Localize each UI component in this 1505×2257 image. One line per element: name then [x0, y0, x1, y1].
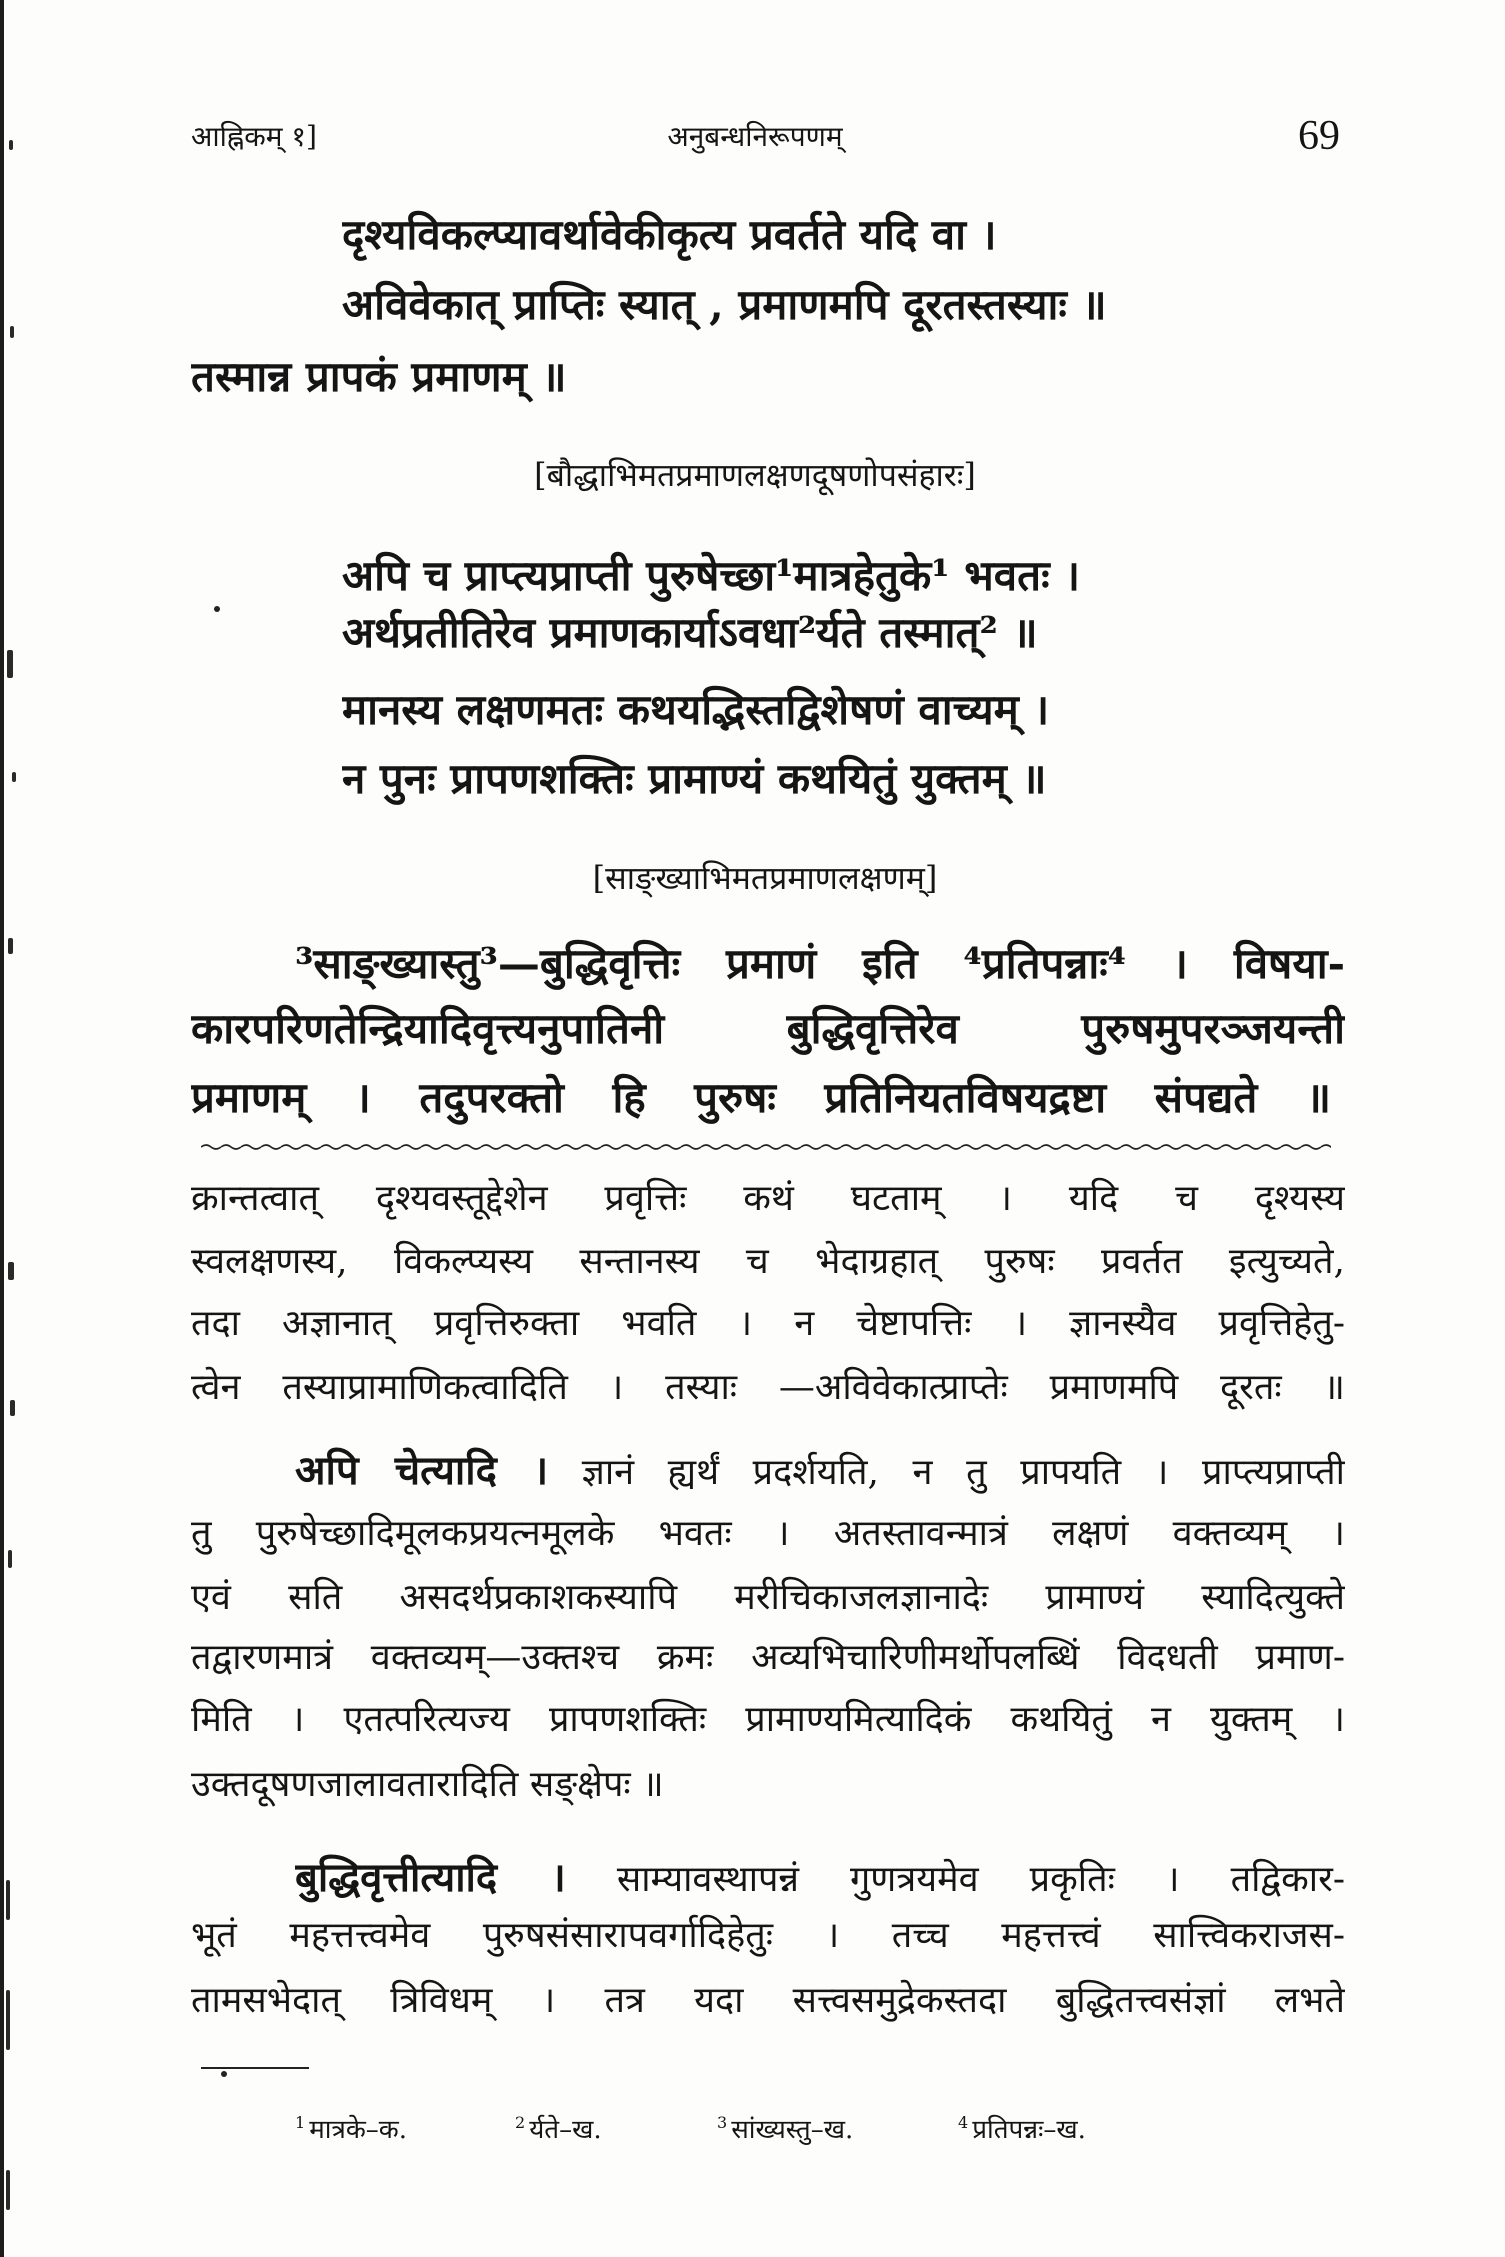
scan-dot [214, 606, 220, 612]
scan-mark [10, 1400, 15, 1416]
commentary-line: स्वलक्षणस्य, विकल्प्यस्य सन्तानस्य च भेदाग्रहात् पुरुषः प्रवर्तत इत्युच्यते, [191, 1241, 1345, 1282]
footnote [958, 2101, 1218, 2145]
scan-mark [8, 938, 13, 954]
commentary-line: उक्तदूषणजालावतारादिति सङ्क्षेपः ॥ [191, 1764, 664, 1805]
footnote [515, 2101, 705, 2145]
commentary-lemma: अपि चेत्यादि । [295, 1447, 549, 1494]
commentary-line: तद्वारणमात्रं वक्तव्यम्—उक्तश्च क्रमः अव्यभिचारिणीमर्थोपलब्धिं विदधती प्रमाण- [191, 1637, 1345, 1678]
commentary-line: तु पुरुषेच्छादिमूलकप्रयत्नमूलके भवतः । अतस्तावन्मात्रं लक्षणं वक्तव्यम् । [191, 1513, 1345, 1554]
text-line: कारपरिणतेन्द्रियादिवृत्त्यनुपातिनी बुद्धिवृत्तिरेव पुरुषमुपरञ्जयन्ती [191, 1004, 1345, 1053]
footnote-rule [201, 2067, 309, 2069]
footnote-text: मात्रके–क. [309, 2115, 408, 2145]
running-title: अनुबन्धनिरूपणम् [667, 120, 843, 153]
scan-mark [10, 326, 14, 338]
footnote-marker: 4 [958, 2113, 969, 2132]
verse-line: न पुनः प्रापणशक्तिः प्रामाण्यं कथयितुं युक्तम् ॥ [342, 754, 1047, 803]
commentary-line: तामसभेदात् त्रिविधम् । तत्र यदा सत्त्वसमुद्रेकस्तदा बुद्धितत्त्वसंज्ञां लभते [191, 1980, 1345, 2021]
scan-mark [9, 140, 13, 150]
section-heading: [बौद्धाभिमतप्रमाणलक्षणदूषणोपसंहारः] [534, 456, 976, 494]
section-heading: [साङ्ख्याभिमतप्रमाणलक्षणम्] [592, 859, 938, 897]
verse-line: दृश्यविकल्प्यावर्थावेकीकृत्य प्रवर्तते यदि वा । [342, 210, 997, 259]
commentary-line: त्वेन तस्याप्रामाणिकत्वादिति । तस्याः —अविवेकात्प्राप्तेः प्रमाणमपि दूरतः ॥ [191, 1367, 1345, 1408]
commentary-line [295, 1850, 1345, 1906]
commentary-text: साम्यावस्थापन्नं गुणत्रयमेव प्रकृतिः । तद्विकार- [616, 1859, 1345, 1900]
text-line: प्रमाणम् । तदुपरक्तो हि पुरुषः प्रतिनियतविषयद्रष्टा संपद्यते ॥ [191, 1073, 1331, 1122]
scan-mark [6, 2170, 10, 2210]
scan-mark [8, 1262, 14, 1280]
footnote-marker: 3 [717, 2113, 728, 2132]
commentary-line: एवं सति असदर्थप्रकाशकस्यापि मरीचिकाजलज्ञानादेः प्रामाण्यं स्यादित्युक्ते [191, 1577, 1345, 1618]
verse-line: अविवेकात् प्राप्तिः स्यात् , प्रमाणमपि दूरतस्तस्याः ॥ [342, 280, 1107, 329]
page-number: 69 [1298, 113, 1340, 159]
scan-left-edge [0, 0, 4, 2257]
commentary-line: क्रान्तत्वात् दृश्यवस्तूद्देशेन प्रवृत्तिः कथं घटताम् । यदि च दृश्यस्य [191, 1178, 1345, 1219]
footnote-text: सांख्यस्तु–ख. [731, 2115, 854, 2145]
scan-dot [221, 2071, 227, 2077]
verse-line: अपि च प्राप्त्यप्राप्ती पुरुषेच्छा¹मात्रहेतुके¹ भवतः । [342, 551, 1081, 600]
footnote [717, 2101, 947, 2145]
verse-line: मानस्य लक्षणमतः कथयद्भिस्तद्विशेषणं वाच्यम् । [342, 685, 1050, 734]
footnote-text: र्यते–ख. [529, 2115, 602, 2145]
text-line: ³साङ्ख्यास्तु³—बुद्धिवृत्तिः प्रमाणं इति ⁴प्रतिपन्नाः⁴ । विषया- [295, 939, 1345, 988]
commentary-line: भूतं महत्तत्त्वमेव पुरुषसंसारापवर्गादिहेतुः । तच्च महत्तत्त्वं सात्त्विकराजस- [191, 1915, 1345, 1956]
footnote-marker: 2 [515, 2113, 526, 2132]
header-section-label: आह्निकम् १] [191, 120, 317, 153]
footnote-text: प्रतिपन्नः–ख. [972, 2115, 1086, 2145]
scan-mark [6, 1880, 10, 1920]
commentary-line: तदा अज्ञानात् प्रवृत्तिरुक्ता भवति । न चेष्टापत्तिः । ज्ञानस्यैव प्रवृत्तिहेतु- [191, 1303, 1345, 1344]
commentary-text: ज्ञानं ह्यर्थं प्रदर्शयति, न तु प्रापयति । प्राप्त्यप्राप्ती [581, 1452, 1345, 1493]
verse-line: अर्थप्रतीतिरेव प्रमाणकार्याऽवधा²र्यते तस्मात्² ॥ [342, 608, 1038, 657]
scan-mark [12, 772, 16, 782]
footnote [295, 2101, 495, 2145]
footnote-marker: 1 [295, 2113, 306, 2132]
commentary-line [295, 1443, 1345, 1499]
wavy-separator [201, 1141, 1331, 1153]
scan-mark [8, 1550, 12, 1568]
scan-mark [6, 1990, 10, 2050]
conclusion-line: तस्मान्न प्रापकं प्रमाणम् ॥ [191, 352, 567, 401]
commentary-line: मिति । एतत्परित्यज्य प्रापणशक्तिः प्रामाण्यमित्यादिकं कथयितुं न युक्तम् । [191, 1699, 1345, 1740]
commentary-lemma: बुद्धिवृत्तीत्यादि । [295, 1854, 566, 1901]
scan-mark [7, 650, 13, 678]
